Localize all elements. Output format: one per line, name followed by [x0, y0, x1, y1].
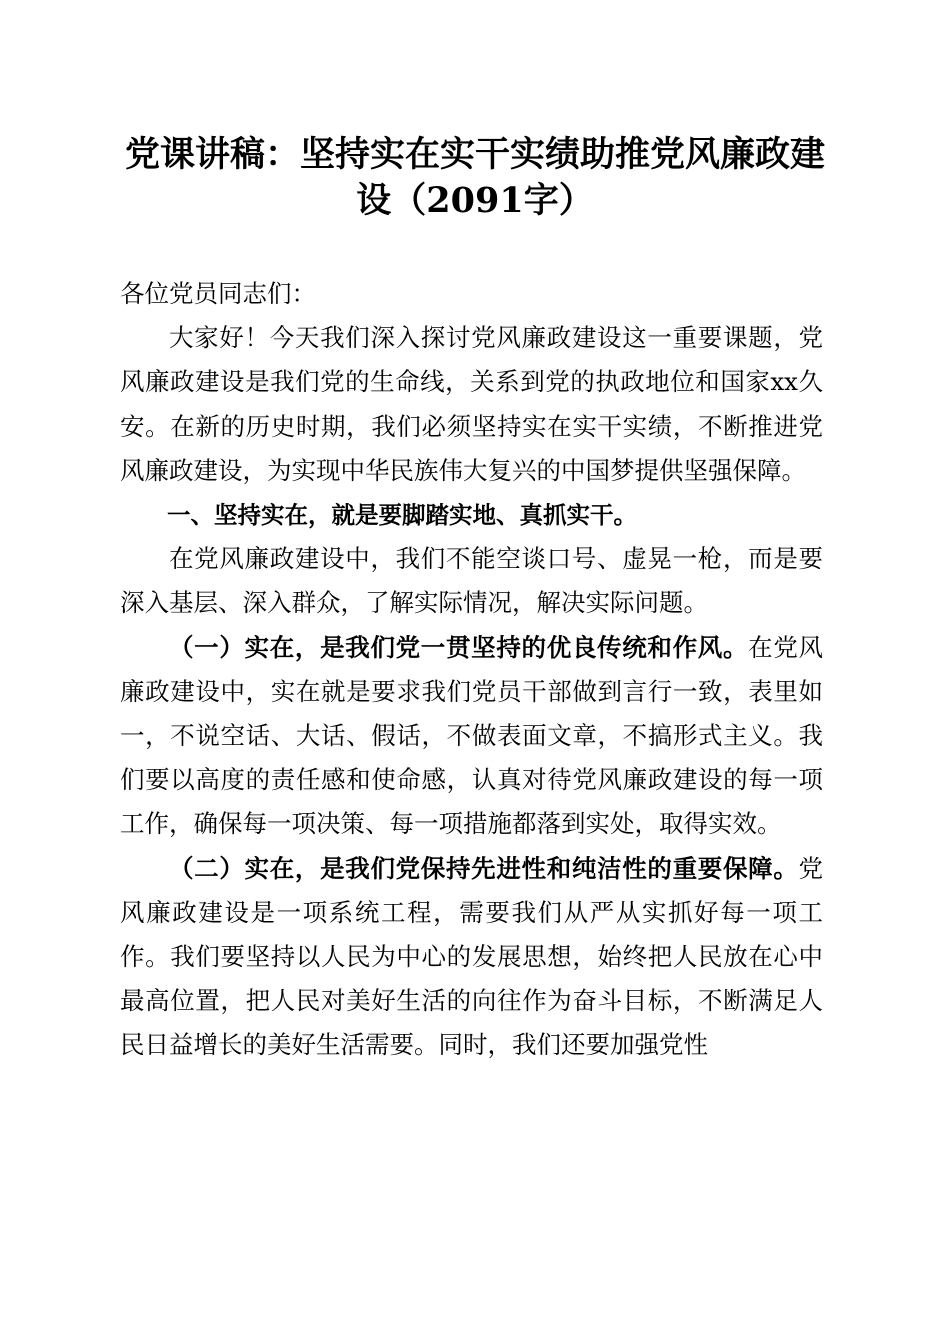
paragraph-subsection-2 — [120, 847, 823, 1068]
section-heading-1: 一、坚持实在，就是要脚踏实地、真抓实干。 — [167, 501, 637, 530]
subsection-heading-2: （二）实在，是我们党保持先进性和纯洁性的重要保障。 — [169, 853, 799, 883]
subsection-heading-1: （一）实在，是我们党一贯坚持的优良传统和作风。 — [169, 632, 749, 662]
paragraph-section-1: 在党风廉政建设中，我们不能空谈口号、虚晃一枪，而是要深入基层、深入群众，了解实际情况，解决实际问题。 — [120, 544, 823, 618]
document-body — [120, 272, 823, 1068]
document-title: 党课讲稿：坚持实在实干实绩助推党风廉政建设（2091字） — [124, 134, 825, 221]
paragraph-subsection-1 — [120, 626, 823, 847]
paragraph-intro: 大家好！今天我们深入探讨党风廉政建设这一重要课题，党风廉政建设是我们党的生命线，关系到党的执政地位和国家xx久安。在新的历史时期，我们必须坚持实在实干实绩，不断推进党风廉政建设，为实现中华民族伟大复兴的中国梦提供坚强保障。 — [120, 323, 823, 485]
salutation: 各位党员同志们： — [120, 279, 316, 308]
subsection-text-2: 党风廉政建设是一项系统工程，需要我们从严从实抓好每一项工作。我们要坚持以人民为中心的发展思想，始终把人民放在心中最高位置，把人民对美好生活的向往作为奋斗目标，不断满足人民日益增长的美好生活需要。同时，我们还要加强党性 — [120, 853, 823, 1060]
subsection-text-1: 在党风廉政建设中，实在就是要求我们党员干部做到言行一致，表里如一，不说空话、大话、假话，不做表面文章，不搞形式主义。我们要以高度的责任感和使命感，认真对待党风廉政建设的每一项工作，确保每一项决策、每一项措施都落到实处，取得实效。 — [120, 632, 824, 839]
